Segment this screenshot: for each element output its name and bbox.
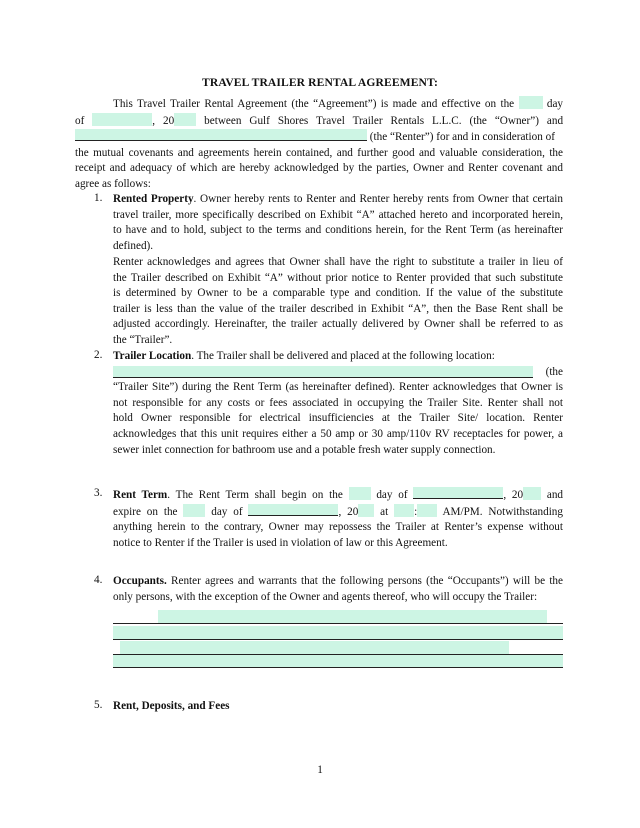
begin-month-field[interactable] xyxy=(413,487,503,499)
expire-year-field[interactable] xyxy=(358,504,374,517)
section-4-heading: Occupants. xyxy=(113,575,167,587)
intro-paragraph: This Travel Trailer Rental Agreement (the “Agreement”) is made and effective on the day of , 20 between Gulf Shores Travel Trailer Rentals L.L.C. (the “Owner”) and (the “Renter”) for and in consideration of the mutual covenants and agreements herein contained, and further good and valuable consideration, the receipt and adequacy of which are hereby acknowledged by the parties, Owner and Renter covenant and agree as follows: xyxy=(75,98,564,190)
section-3-number: 3. xyxy=(94,487,103,499)
intro-line-1-end: day xyxy=(546,98,564,110)
section-5-heading: Rent, Deposits, and Fees xyxy=(113,700,230,712)
section-2-number: 2. xyxy=(94,349,103,361)
occupants-line-4 xyxy=(113,667,563,668)
occupants-field-3[interactable] xyxy=(120,641,509,654)
intro-line-2: between Gulf Shores Travel Trailer Rentals L.L.C. (the “Owner”) and xyxy=(204,114,564,127)
expire-day-field[interactable] xyxy=(183,504,205,517)
page-number: 1 xyxy=(317,764,323,776)
effective-year-field[interactable] xyxy=(174,113,196,126)
effective-month-field[interactable] xyxy=(92,113,152,126)
section-3-heading: Rent Term xyxy=(113,489,168,501)
begin-day-field[interactable] xyxy=(349,487,371,500)
occupants-field-4[interactable] xyxy=(113,655,563,667)
section-2-heading: Trailer Location xyxy=(113,350,192,362)
occupants-line-1 xyxy=(113,623,563,624)
effective-day-field[interactable] xyxy=(519,96,543,109)
section-5-number: 5. xyxy=(94,699,103,711)
occupants-line-2 xyxy=(113,639,563,640)
document-title: TRAVEL TRAILER RENTAL AGREEMENT: xyxy=(202,76,438,89)
section-5-heading-block xyxy=(113,699,563,715)
section-2-trailer-location: Trailer Location. The Trailer shall be delivered and placed at the following location: (the “Trailer Site”) during the Rent Term (as hereinafter defined). Renter acknowledges that Owner is not responsible for any costs or fees associated in occupying the Trailer Site. Renter shall not hold Owner responsible for electrical insufficiencies at the Trailer Site/ location. Renter acknowledges that this unit requires either a 50 amp or 30 amp/110v RV receptacles for power, a sewer inlet connection for bathroom use and a potable fresh water supply connection. xyxy=(113,350,563,456)
section-3-rent-term: Rent Term. The Rent Term shall begin on the day of , 20 and expire on the day of , 20 at : AM/PM. Notwithstanding anything herein to the contrary, Owner may repossess the Trailer at Renter’s expense without notice to Renter if the Trailer is used in violation of law or this Agreement. xyxy=(113,489,564,549)
expire-hour-field[interactable] xyxy=(394,504,414,517)
occupants-field-1[interactable] xyxy=(158,610,547,623)
section-1-substitute-paragraph: Renter acknowledges and agrees that Owner shall have the right to substitute a trailer in lieu of the Trailer described on Exhibit “A” without prior notice to Renter provided that such substitute is determined by Owner to be a comparable type and condition. If the value of the substitute trailer is less than the value of the trailer described in Exhibit “A”, then the Base Rent shall be adjusted accordingly. Hereinafter, the trailer actually delivered by Owner shall be referred to as the “Trailer”. xyxy=(113,256,563,346)
section-1-rented-property: Rented Property. Owner hereby rents to Renter and Renter hereby rents from Owner that certain travel trailer, more specifically described on Exhibit “A” attached hereto and incorporated herein, to have and to hold, subject to the terms and conditions herein, for the Rent Term (as hereinafter defined). xyxy=(113,193,564,252)
renter-name-field[interactable] xyxy=(75,129,367,141)
occupants-field-2[interactable] xyxy=(113,626,563,639)
intro-line-1: This Travel Trailer Rental Agreement (the “Agreement”) is made and effective on the xyxy=(113,98,515,110)
section-1-heading: Rented Property xyxy=(113,193,194,205)
trailer-location-field[interactable] xyxy=(113,366,533,378)
begin-year-field[interactable] xyxy=(523,487,541,500)
section-4-occupants: Occupants. Renter agrees and warrants that the following persons (the “Occupants”) will be the only persons, with the exception of the Owner and agents thereof, who will occupy the Trailer: xyxy=(113,575,563,603)
expire-minute-field[interactable] xyxy=(417,504,437,517)
section-4-number: 4. xyxy=(94,574,103,586)
section-1-number: 1. xyxy=(94,192,103,204)
expire-month-field[interactable] xyxy=(248,504,338,516)
